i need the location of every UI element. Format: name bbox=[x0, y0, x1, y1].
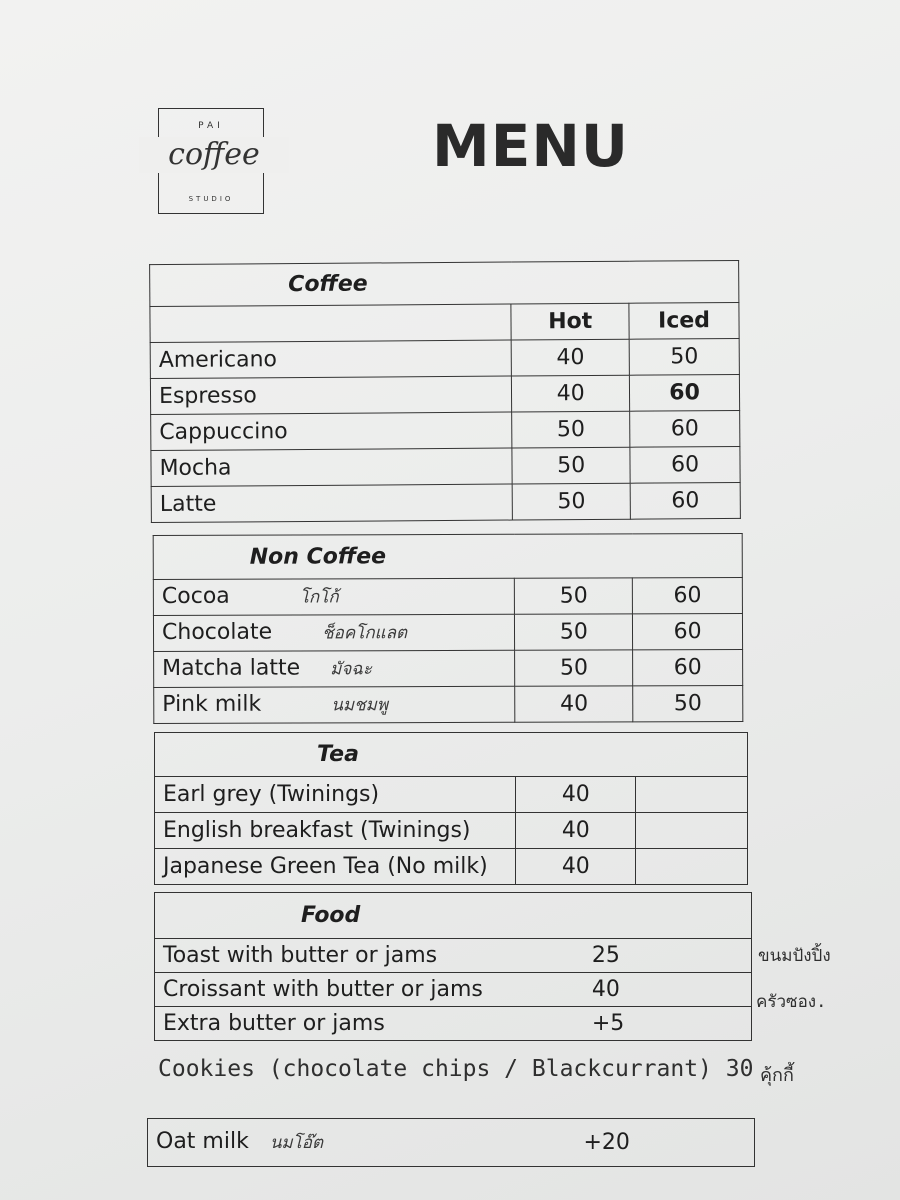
table-row bbox=[155, 813, 748, 849]
hot-price: 50 bbox=[515, 578, 633, 614]
thai-handwritten-note: นมชมพู bbox=[331, 695, 389, 716]
hot-price: 40 bbox=[515, 686, 633, 722]
table-row bbox=[154, 685, 743, 723]
coffee-table bbox=[149, 260, 741, 523]
iced-price: 60 bbox=[633, 613, 743, 649]
item-name-text: Cocoa bbox=[161, 583, 230, 609]
item-name: Earl grey (Twinings) bbox=[155, 777, 516, 813]
hot-price: 50 bbox=[515, 650, 633, 686]
menu-title: MENU bbox=[432, 112, 629, 180]
hot-price: 40 bbox=[516, 777, 636, 813]
table-row bbox=[151, 482, 740, 522]
oat-milk-name: Oat milk bbox=[156, 1129, 249, 1154]
thai-handwritten-note: มัจฉะ bbox=[330, 659, 373, 680]
iced-price: 60 bbox=[630, 446, 740, 483]
hot-price: 40 bbox=[511, 339, 629, 376]
empty-cell bbox=[636, 777, 748, 813]
table-row bbox=[154, 649, 743, 687]
iced-price: 60 bbox=[633, 649, 743, 685]
table-row bbox=[155, 973, 752, 1007]
oat-milk-box bbox=[147, 1118, 755, 1167]
hot-price: 50 bbox=[512, 411, 630, 448]
food-section-title: Food bbox=[155, 893, 752, 939]
item-name: Japanese Green Tea (No milk) bbox=[155, 849, 516, 885]
item-name: Mocha bbox=[151, 448, 513, 487]
item-name bbox=[154, 650, 516, 687]
oat-milk-label bbox=[148, 1119, 518, 1167]
hot-price: 50 bbox=[512, 447, 630, 484]
coffee-section-title: Coffee bbox=[150, 260, 739, 306]
iced-price: 50 bbox=[633, 685, 743, 721]
iced-price: 50 bbox=[629, 338, 739, 375]
pai-coffee-studio-logo bbox=[158, 108, 264, 214]
hot-price: 50 bbox=[512, 483, 630, 520]
table-row bbox=[155, 777, 748, 813]
logo-main-text: coffee bbox=[139, 137, 289, 173]
item-name: Latte bbox=[151, 484, 513, 523]
cookies-thai-note: คุ้กกี้ bbox=[760, 1065, 794, 1086]
logo-bottom-text: STUDIO bbox=[188, 195, 234, 203]
tea-table bbox=[154, 732, 748, 885]
hot-price: 40 bbox=[512, 375, 630, 412]
table-row bbox=[151, 410, 740, 450]
hot-price: 40 bbox=[516, 849, 636, 885]
food-price: 25 bbox=[514, 939, 752, 973]
item-name: Espresso bbox=[150, 376, 512, 415]
item-name-text: Matcha latte bbox=[162, 655, 301, 681]
empty-cell bbox=[636, 813, 748, 849]
table-row bbox=[155, 1007, 752, 1041]
table-row bbox=[150, 374, 739, 414]
empty-cell bbox=[636, 849, 748, 885]
iced-header: Iced bbox=[629, 302, 739, 339]
table-row bbox=[153, 613, 742, 651]
table-row bbox=[155, 939, 752, 973]
iced-price: 60 bbox=[630, 410, 740, 447]
item-name: Cappuccino bbox=[151, 412, 513, 451]
tea-section-title: Tea bbox=[155, 733, 748, 777]
iced-price: 60 bbox=[630, 374, 740, 411]
hot-header: Hot bbox=[511, 303, 629, 340]
cookies-note: Cookies (chocolate chips / Blackcurrant) 30 bbox=[158, 1056, 754, 1082]
table-row bbox=[150, 338, 739, 378]
toast-thai-note: ขนมปังปิ้ง bbox=[758, 946, 831, 966]
empty-header-cell bbox=[150, 304, 512, 343]
item-name-text: Chocolate bbox=[161, 619, 273, 645]
hot-price: 40 bbox=[516, 813, 636, 849]
item-name: English breakfast (Twinings) bbox=[155, 813, 516, 849]
item-name: Americano bbox=[150, 340, 512, 379]
hot-price: 50 bbox=[515, 614, 633, 650]
item-name bbox=[153, 578, 515, 615]
oat-milk-price: +20 bbox=[518, 1119, 755, 1167]
noncoffee-table bbox=[153, 533, 744, 724]
food-price: +5 bbox=[514, 1007, 752, 1041]
thai-handwritten-note: โกโก้ bbox=[299, 587, 339, 608]
table-row bbox=[153, 577, 742, 615]
item-name: Croissant with butter or jams bbox=[155, 973, 514, 1007]
noncoffee-section-title: Non Coffee bbox=[153, 533, 742, 579]
table-row bbox=[151, 446, 740, 486]
croissant-thai-note: ครัวซอง. bbox=[756, 992, 827, 1012]
food-price: 40 bbox=[514, 973, 752, 1007]
iced-price: 60 bbox=[633, 577, 743, 613]
food-table bbox=[154, 892, 752, 1041]
table-row bbox=[155, 849, 748, 885]
item-name-text: Pink milk bbox=[162, 691, 262, 717]
logo-top-text: PAI bbox=[198, 121, 224, 131]
item-name: Toast with butter or jams bbox=[155, 939, 514, 973]
item-name bbox=[153, 614, 515, 651]
iced-price: 60 bbox=[630, 482, 740, 519]
thai-handwritten-note: ช็อคโกแลต bbox=[322, 623, 408, 644]
item-name: Extra butter or jams bbox=[155, 1007, 514, 1041]
oat-milk-thai-note: นมโอ๊ต bbox=[269, 1133, 324, 1153]
item-name bbox=[154, 686, 516, 723]
